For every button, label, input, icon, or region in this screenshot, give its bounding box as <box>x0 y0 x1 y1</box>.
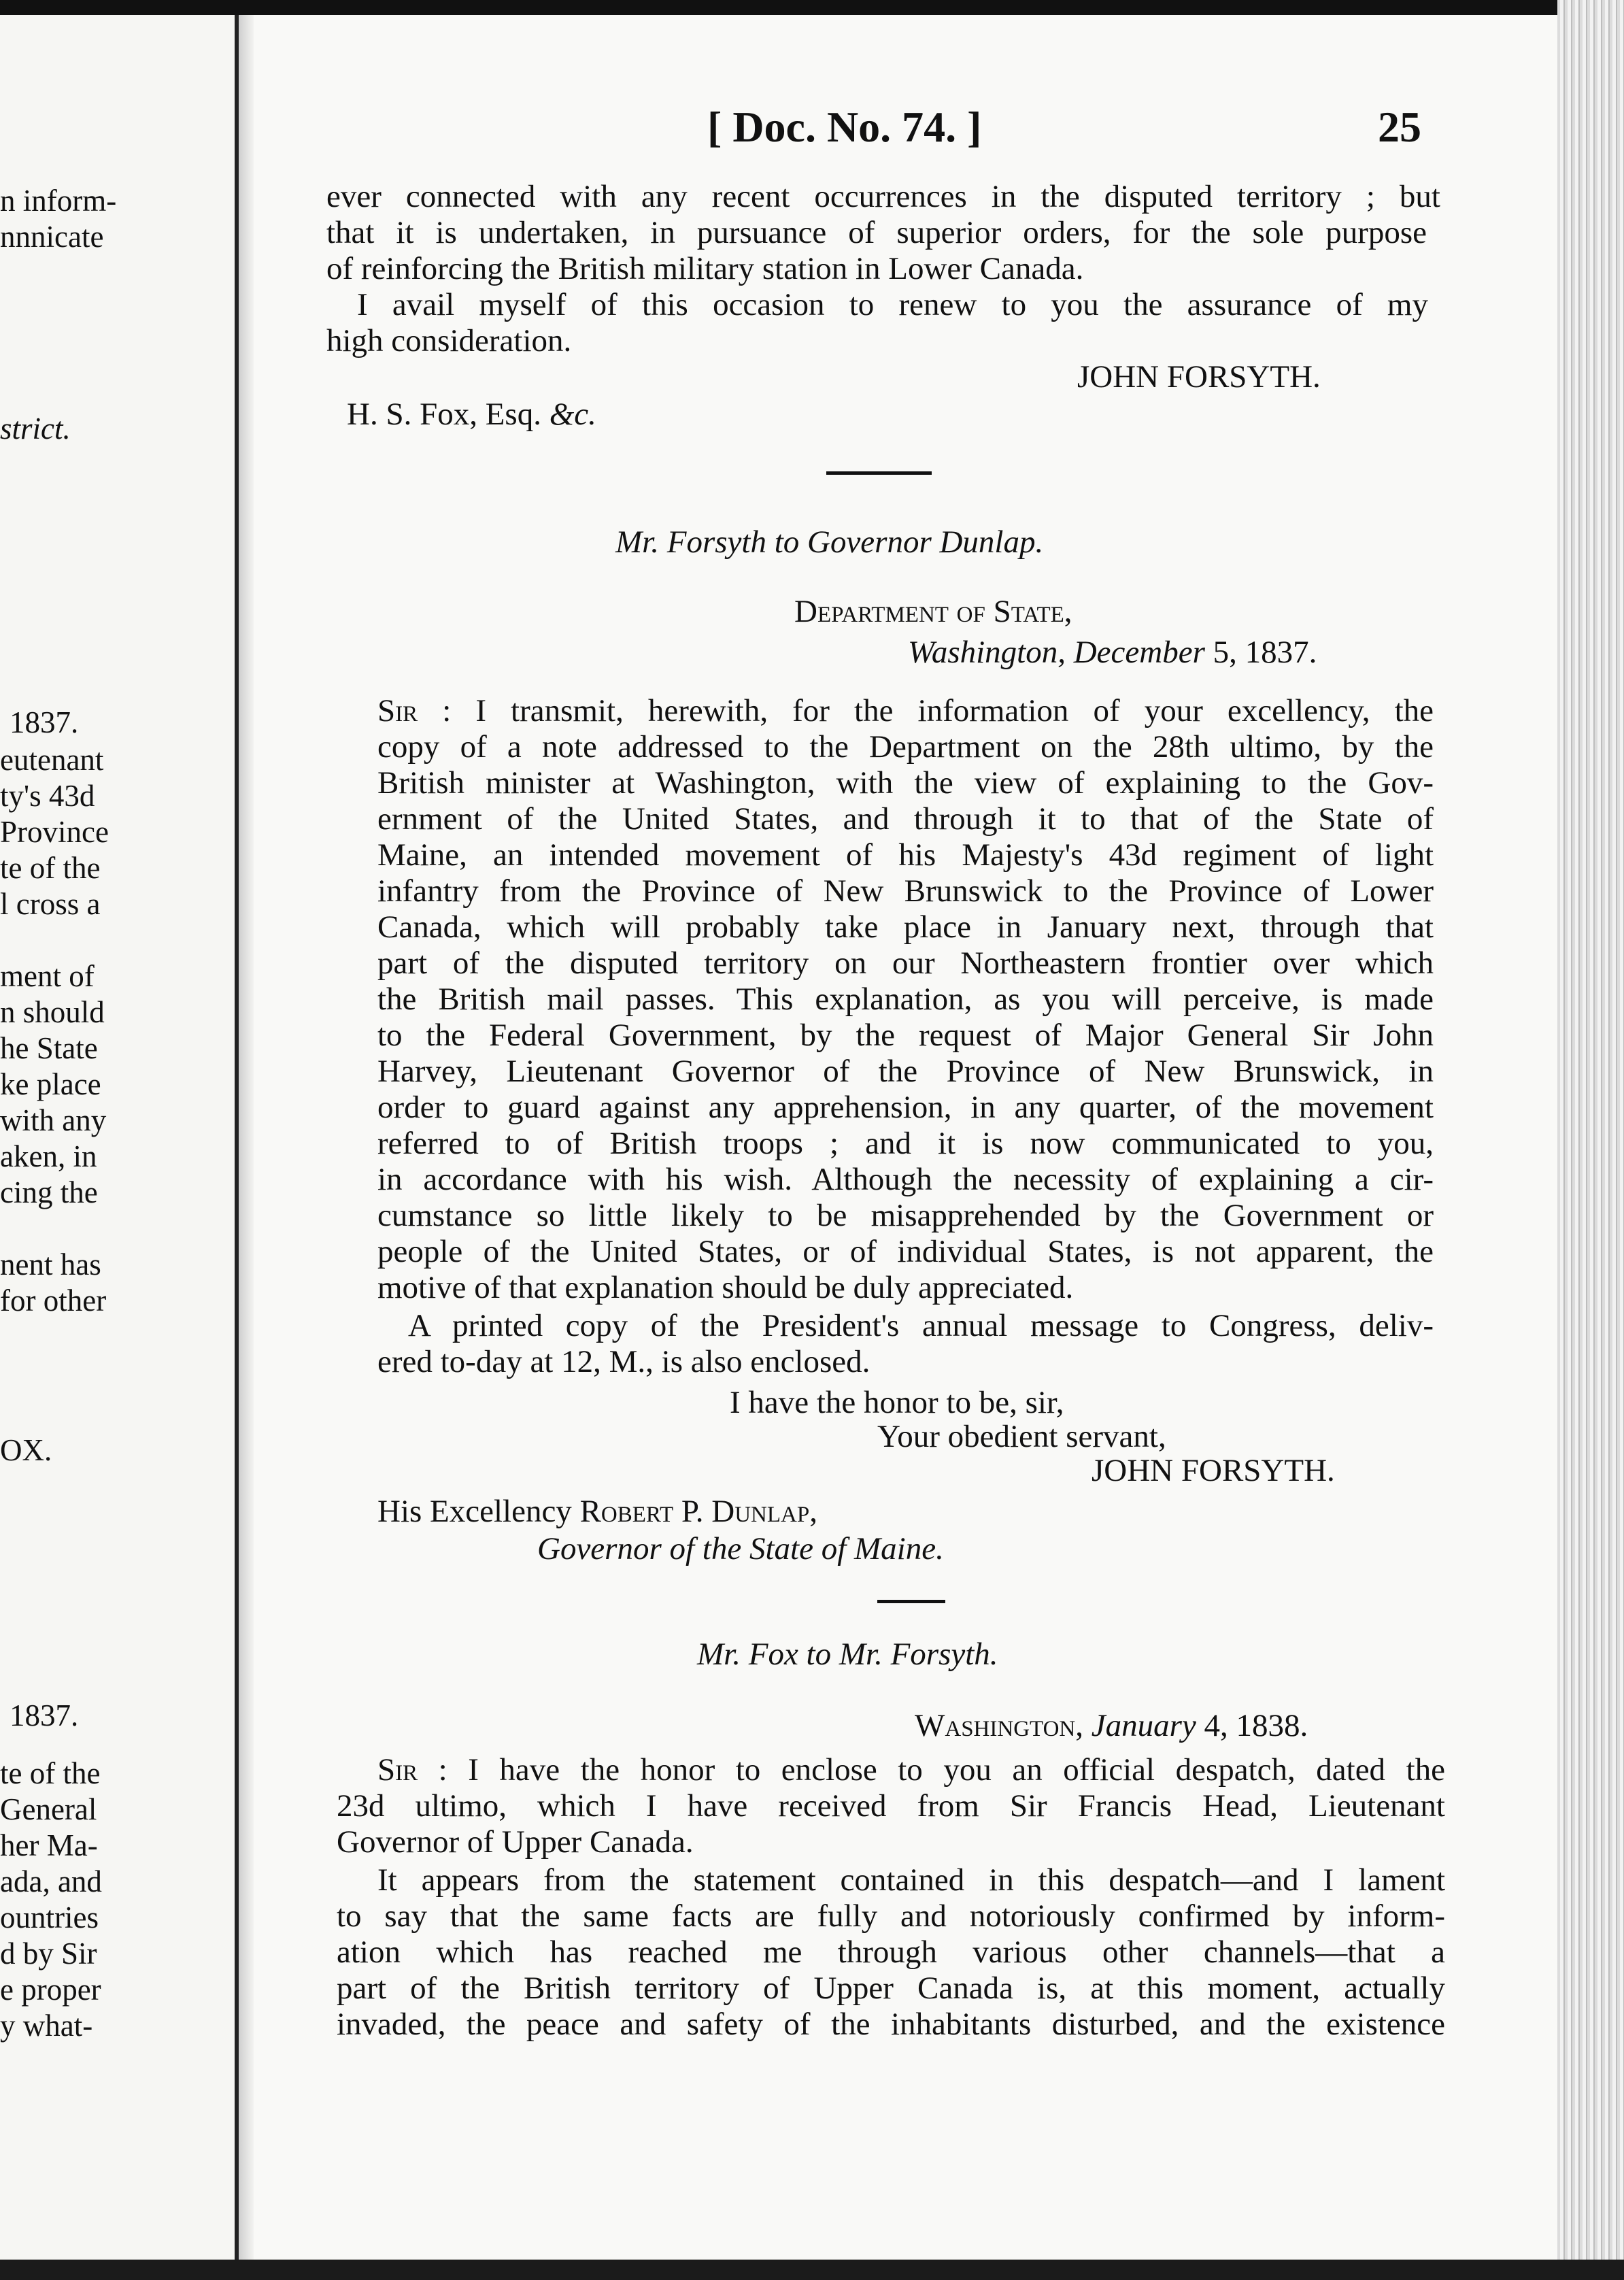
body-line: ation which has reached me through various other channels—that a <box>337 1934 1445 1970</box>
left-fragment: te of the <box>0 851 101 885</box>
left-fragment: e proper <box>0 1973 101 2007</box>
recipient-line: His Excellency Robert P. Dunlap, <box>377 1494 817 1529</box>
body-line: motive of that explanation should be duly appreciated. <box>377 1270 1074 1305</box>
left-fragment: strict. <box>0 412 71 446</box>
left-fragment: eutenant <box>0 743 104 777</box>
letter-heading: Mr. Forsyth to Governor Dunlap. <box>615 524 1044 560</box>
body-line: ered to-day at 12, M., is also enclosed. <box>377 1344 870 1379</box>
body-line: 23d ultimo, which I have received from Sir Francis Head, Lieutenant <box>337 1788 1445 1824</box>
body-line: in accordance with his wish. Although the necessity of explaining a cir- <box>377 1162 1434 1197</box>
dateline: Washington, January 4, 1838. <box>915 1708 1308 1743</box>
left-page <box>0 15 239 2260</box>
left-fragment: General <box>0 1792 97 1826</box>
left-fragment: ty's 43d <box>0 779 95 813</box>
body-line: Harvey, Lieutenant Governor of the Province of New Brunswick, in <box>377 1054 1434 1089</box>
body-line: people of the United States, or of individual States, is not apparent, the <box>377 1234 1434 1269</box>
body-line: ever connected with any recent occurrences in the disputed territory ; but <box>326 179 1440 214</box>
left-fragment: ada, and <box>0 1864 102 1898</box>
left-fragment: ment of <box>0 959 95 993</box>
closing-line: I have the honor to be, sir, <box>730 1385 1064 1420</box>
closing-line: Your obedient servant, <box>877 1419 1166 1454</box>
left-fragment: he State <box>0 1031 98 1065</box>
left-fragment: ke place <box>0 1067 101 1101</box>
body-line: referred to of British troops ; and it is now communicated to you, <box>377 1126 1434 1161</box>
scan-top-edge <box>0 0 1624 15</box>
left-fragment: Province <box>0 815 109 849</box>
body-line: ernment of the United States, and through it to that of the State of <box>377 801 1434 837</box>
body-line: to say that the same facts are fully and notoriously confirmed by inform- <box>337 1898 1445 1934</box>
left-fragment: 1837. <box>10 1698 79 1732</box>
left-fragment: y what- <box>0 2009 93 2043</box>
body-line: order to guard against any apprehension, in any quarter, of the movement <box>377 1090 1434 1125</box>
body-line: of reinforcing the British military station in Lower Canada. <box>326 251 1084 286</box>
scan-bottom-edge <box>0 2260 1624 2280</box>
left-fragment: cing the <box>0 1175 98 1209</box>
page-number: 25 <box>1378 103 1421 151</box>
body-line: high consideration. <box>326 323 572 358</box>
section-rule <box>877 1600 945 1603</box>
signature: JOHN FORSYTH. <box>1077 359 1321 395</box>
body-line: Canada, which will probably take place in January next, through that <box>377 909 1434 945</box>
letter-heading: Mr. Fox to Mr. Forsyth. <box>697 1637 998 1672</box>
body-line: A printed copy of the President's annual message to Congress, deliv- <box>408 1308 1434 1343</box>
body-line: Sir : I have the honor to enclose to you an official despatch, dated the <box>377 1752 1445 1788</box>
left-fragment: with any <box>0 1103 107 1137</box>
page-edges <box>1557 0 1624 2280</box>
left-fragment: nnnicate <box>0 220 104 254</box>
left-fragment: l cross a <box>0 887 101 921</box>
running-header: [ Doc. No. 74. ] <box>707 103 982 151</box>
book-gutter <box>239 15 254 2260</box>
section-rule <box>826 471 932 475</box>
signature: JOHN FORSYTH. <box>1092 1453 1335 1488</box>
body-line: part of the British territory of Upper Canada is, at this moment, actually <box>337 1971 1445 2006</box>
body-line: infantry from the Province of New Brunswick to the Province of Lower <box>377 873 1434 909</box>
body-line: Maine, an intended movement of his Majesty's 43d regiment of light <box>377 837 1434 873</box>
left-fragment: aken, in <box>0 1139 97 1173</box>
left-fragment: 1837. <box>10 705 79 739</box>
body-line: British minister at Washington, with the view of explaining to the Gov- <box>377 765 1434 801</box>
body-line: the British mail passes. This explanation, as you will perceive, is made <box>377 982 1434 1017</box>
body-line: I avail myself of this occasion to renew to you the assurance of my <box>357 287 1428 322</box>
department-line: Department of State, <box>794 594 1072 629</box>
body-line: that it is undertaken, in pursuance of superior orders, for the sole purpose <box>326 215 1427 250</box>
dateline: Washington, December 5, 1837. <box>908 635 1317 670</box>
left-fragment: n inform- <box>0 184 117 218</box>
body-line: part of the disputed territory on our Northeastern frontier over which <box>377 945 1434 981</box>
left-fragment: d by Sir <box>0 1937 97 1971</box>
left-fragment: ountries <box>0 1900 99 1934</box>
body-line: copy of a note addressed to the Department on the 28th ultimo, by the <box>377 729 1434 765</box>
body-line: to the Federal Government, by the request of Major General Sir John <box>377 1018 1434 1053</box>
recipient-title: Governor of the State of Maine. <box>537 1531 944 1566</box>
body-line: Sir : I transmit, herewith, for the information of your excellency, the <box>377 693 1434 728</box>
body-line: Governor of Upper Canada. <box>337 1824 694 1860</box>
left-fragment: OX. <box>0 1433 52 1467</box>
left-fragment: n should <box>0 995 105 1029</box>
body-line: It appears from the statement contained in this despatch—and I lament <box>377 1862 1445 1898</box>
body-line: cumstance so little likely to be misapprehended by the Government or <box>377 1198 1434 1233</box>
body-line: invaded, the peace and safety of the inhabitants disturbed, and the existence <box>337 2007 1445 2042</box>
addressee: H. S. Fox, Esq. &c. <box>347 397 596 432</box>
left-fragment: nent has <box>0 1247 101 1281</box>
left-fragment: te of the <box>0 1756 101 1790</box>
left-fragment: for other <box>0 1284 107 1318</box>
left-fragment: her Ma- <box>0 1828 98 1862</box>
